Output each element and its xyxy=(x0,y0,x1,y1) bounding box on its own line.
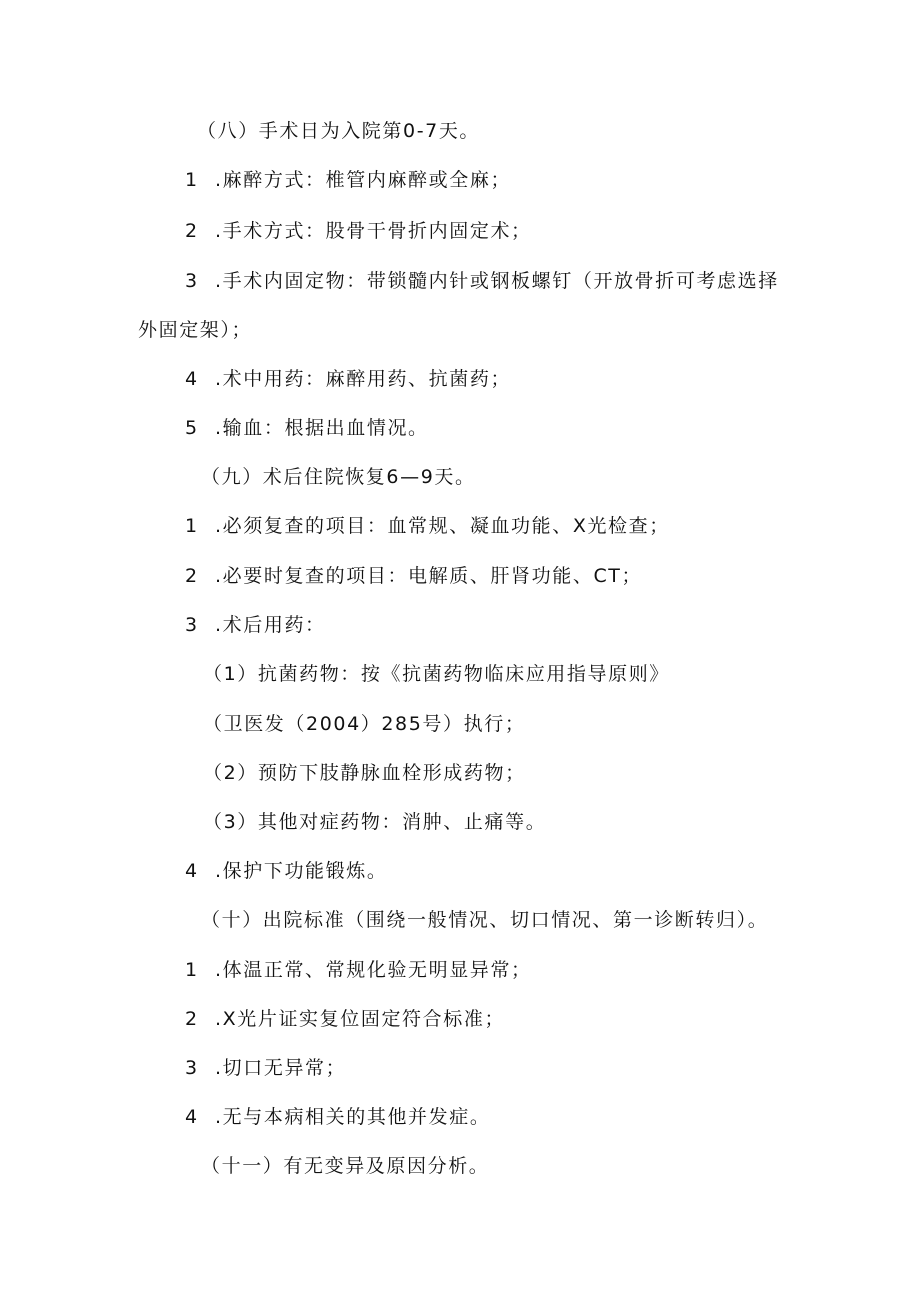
section-8-item-2 xyxy=(185,218,532,244)
list-text: .X光片证实复位固定符合标准； xyxy=(215,1008,506,1030)
list-text: .手术方式：股骨干骨折内固定术； xyxy=(215,220,532,242)
section-8-item-4 xyxy=(185,366,511,392)
list-number: 2 xyxy=(185,220,198,242)
list-number: 5 xyxy=(185,417,198,439)
section-10-heading: （十）出院标准（围绕一般情况、切口情况、第一诊断转归）。 xyxy=(201,909,769,931)
list-text: .必须复查的项目：血常规、凝血功能、X光检查； xyxy=(215,515,670,537)
section-9-item-4 xyxy=(185,858,387,884)
section-10-item-2 xyxy=(185,1006,505,1032)
list-number: 3 xyxy=(185,1057,198,1079)
section-9-item-3 xyxy=(185,612,326,638)
list-number: 3 xyxy=(185,270,198,292)
list-number: 2 xyxy=(185,565,198,587)
section-8-heading: （八）手术日为入院第0-7天。 xyxy=(197,120,481,142)
list-text: .术后用药： xyxy=(215,614,326,636)
list-number: 4 xyxy=(185,1106,198,1128)
section-10-item-1 xyxy=(185,957,532,983)
section-8-item-3-continuation: 外固定架）； xyxy=(138,319,253,341)
list-text: .切口无异常； xyxy=(215,1057,347,1079)
section-8-item-1 xyxy=(185,167,511,193)
list-text: .术中用药：麻醉用药、抗菌药； xyxy=(215,368,512,390)
list-number: 4 xyxy=(185,368,198,390)
section-9-item-3-sub-3: （3）其他对症药物：消肿、止痛等。 xyxy=(203,811,547,833)
list-text: .麻醉方式：椎管内麻醉或全麻； xyxy=(215,169,512,191)
list-text: .手术内固定物：带锁髓内针或钢板螺钉（开放骨折可考虑选择 xyxy=(215,270,779,292)
list-number: 1 xyxy=(185,515,198,537)
section-11-heading: （十一）有无变异及原因分析。 xyxy=(201,1155,490,1177)
list-number: 2 xyxy=(185,1008,198,1030)
list-text: .必要时复查的项目：电解质、肝肾功能、CT； xyxy=(215,565,643,587)
list-text: .保护下功能锻炼。 xyxy=(215,860,388,882)
section-9-item-3-sub-1: （1）抗菌药物：按《抗菌药物临床应用指导原则》 xyxy=(203,663,670,685)
section-10-item-4 xyxy=(185,1104,490,1130)
section-9-heading: （九）术后住院恢复6—9天。 xyxy=(201,466,476,488)
section-9-item-2 xyxy=(185,563,642,589)
list-text: .无与本病相关的其他并发症。 xyxy=(215,1106,491,1128)
list-number: 1 xyxy=(185,169,198,191)
section-8-item-5 xyxy=(185,415,429,441)
section-8-item-3 xyxy=(185,268,779,294)
section-9-item-1 xyxy=(185,513,670,539)
list-text: .体温正常、常规化验无明显异常； xyxy=(215,959,532,981)
list-text: .输血：根据出血情况。 xyxy=(215,417,429,439)
section-9-item-3-sub-1-continuation: （卫医发（2004）285号）执行； xyxy=(203,713,526,735)
list-number: 3 xyxy=(185,614,198,636)
list-number: 4 xyxy=(185,860,198,882)
section-10-item-3 xyxy=(185,1055,346,1081)
section-9-item-3-sub-2: （2）预防下肢静脉血栓形成药物； xyxy=(203,762,526,784)
list-number: 1 xyxy=(185,959,198,981)
